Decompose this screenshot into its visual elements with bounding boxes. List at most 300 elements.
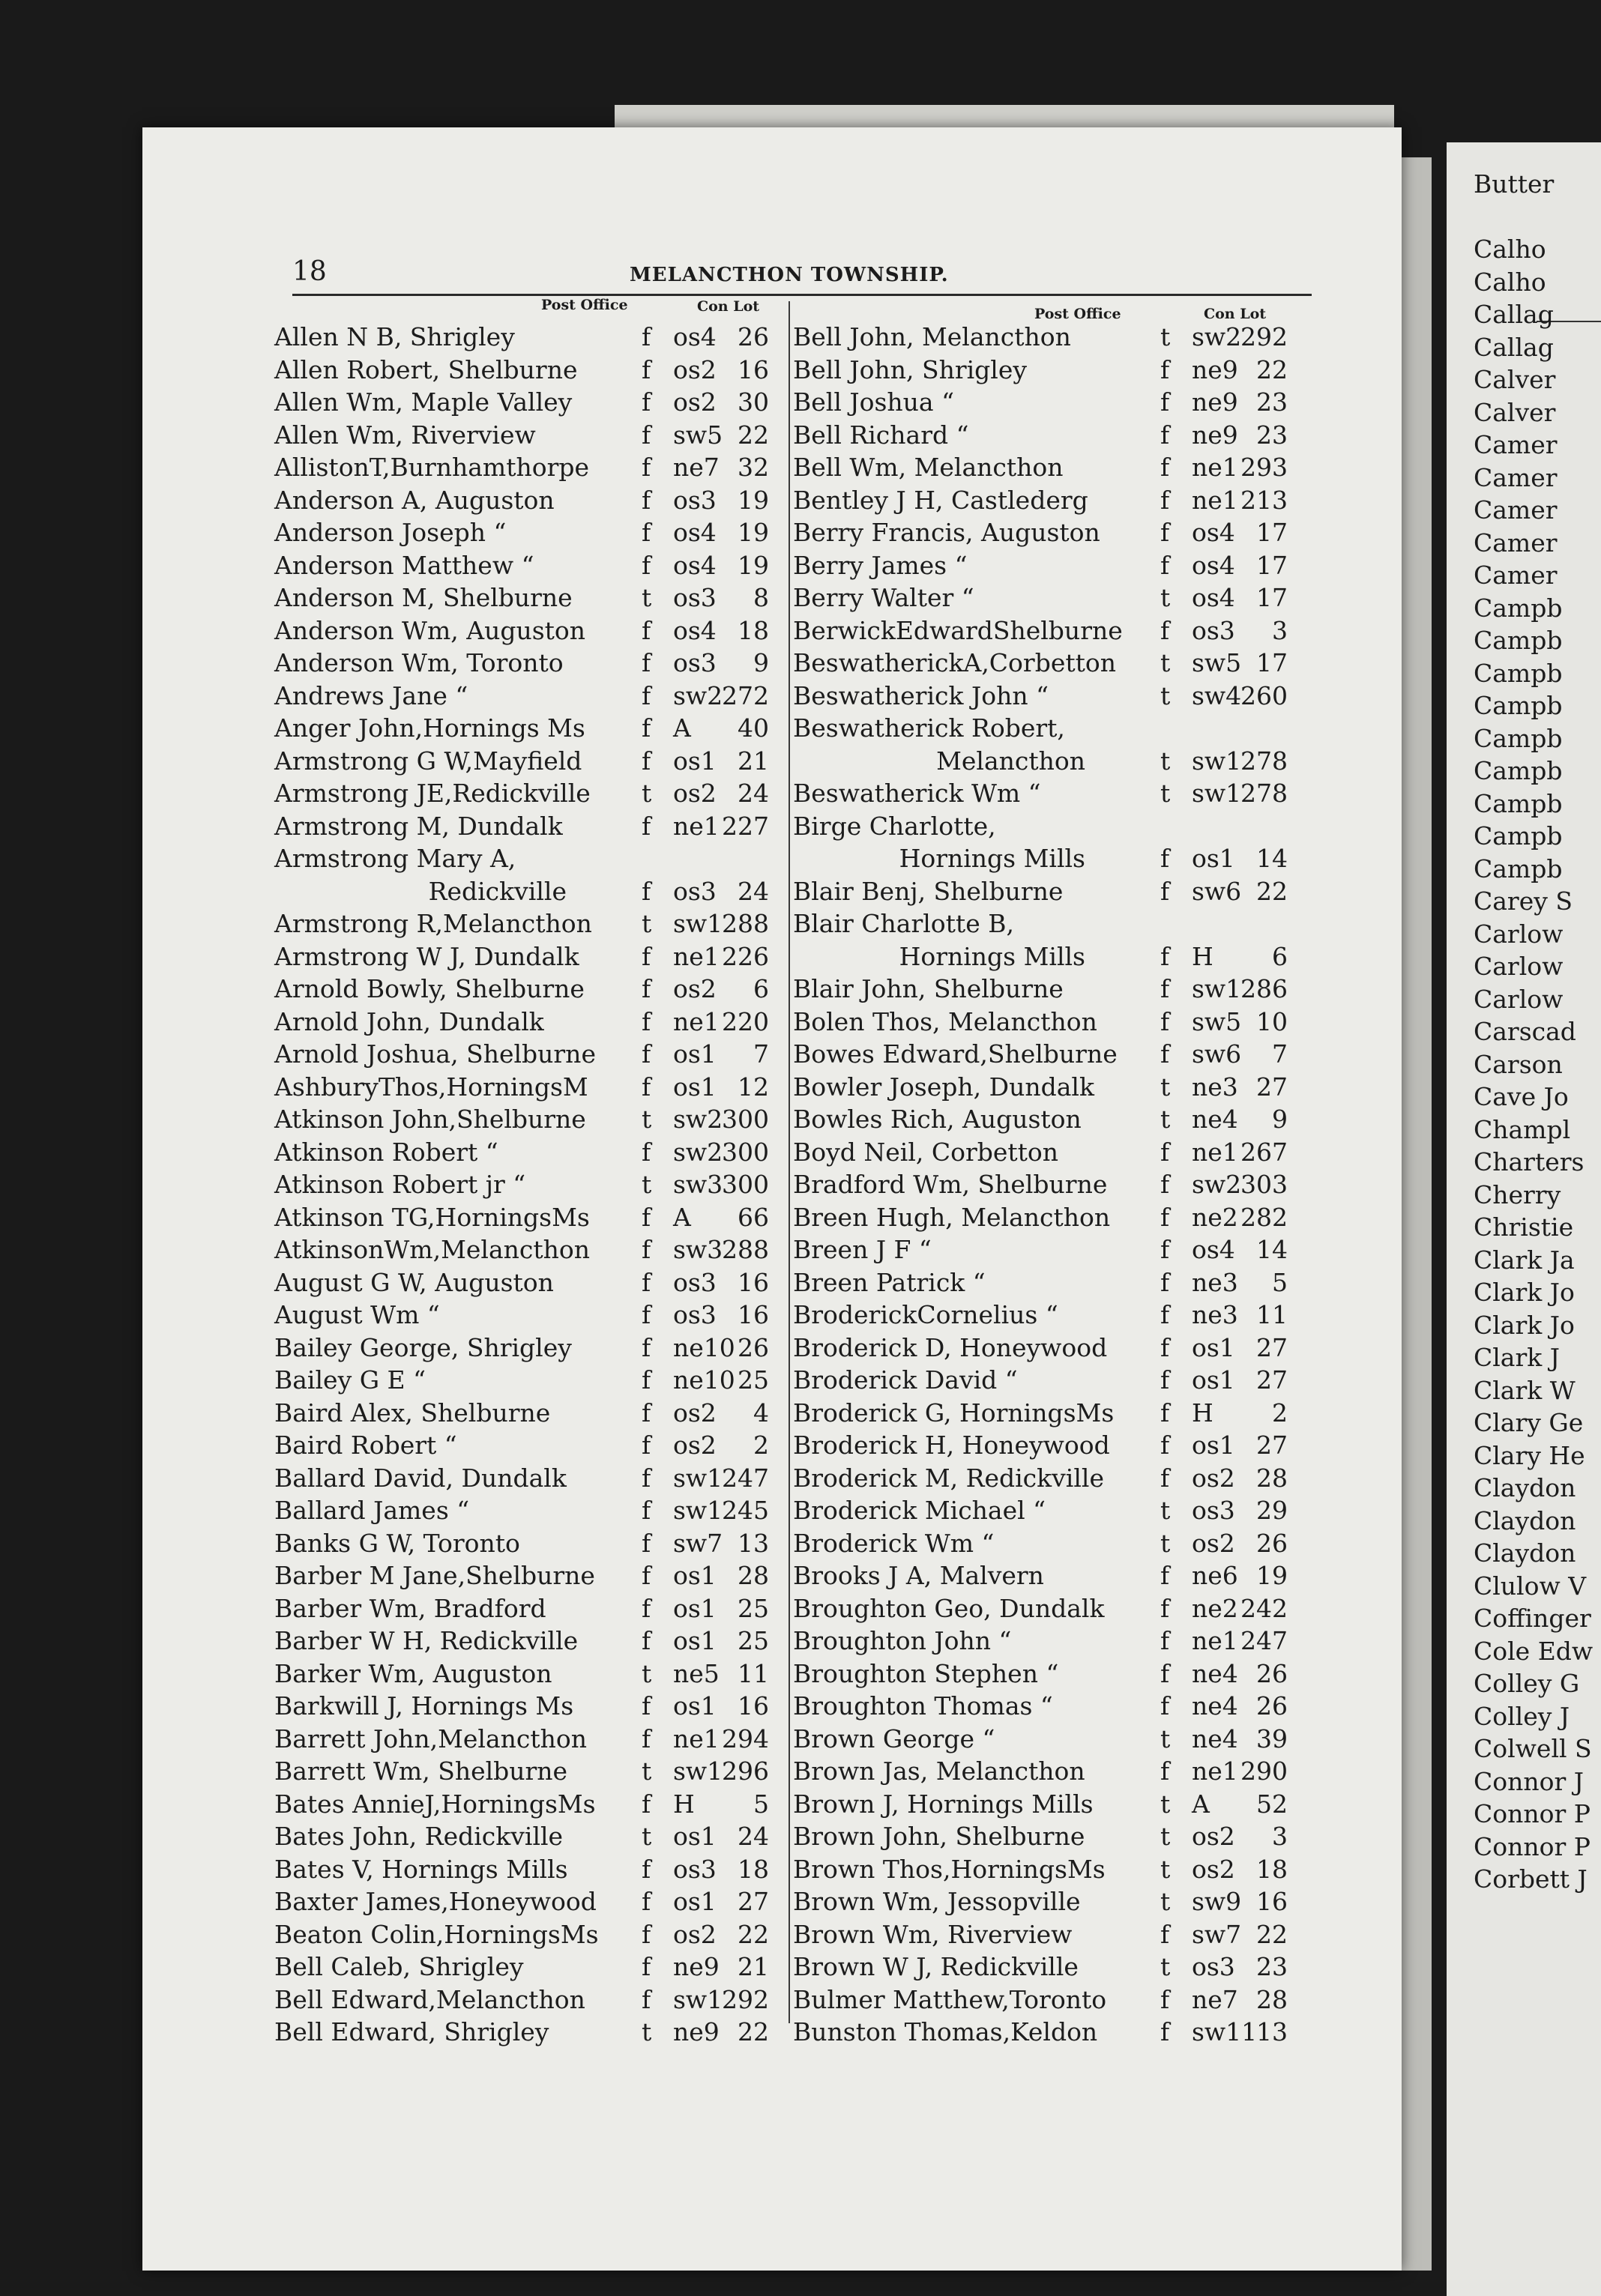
entry-con: sw1	[1192, 779, 1242, 808]
directory-entry	[274, 1006, 777, 1039]
entry-name: Bowles Rich, Auguston	[793, 1105, 1082, 1134]
header-rule	[292, 294, 1312, 296]
entry-lot: 22	[1256, 354, 1288, 384]
directory-entry	[274, 647, 777, 680]
entry-name: Bates V, Hornings Mills	[274, 1854, 568, 1884]
entry-name: Broughton Thomas “	[793, 1691, 1053, 1721]
entry-lot: 282	[1240, 1202, 1288, 1232]
directory-entry	[793, 907, 1295, 973]
entry-code: f	[642, 1496, 651, 1525]
entry-lot: 245	[722, 1496, 769, 1525]
entry-con: ne7	[673, 453, 720, 482]
entry-code: f	[642, 1691, 651, 1721]
entry-code: f	[642, 1365, 651, 1395]
entry-lot: 14	[1256, 1235, 1288, 1264]
entry-name: Brown Wm, Jessopville	[793, 1887, 1081, 1916]
entry-lot: 7	[753, 1039, 769, 1069]
entry-name: AllistonT,Burnhamthorpe	[274, 453, 590, 482]
directory-entry	[274, 1071, 777, 1104]
entry-code: f	[1160, 1658, 1170, 1688]
entry-con: ne3	[1192, 1072, 1238, 1102]
facing-line: Cole Edw	[1474, 1636, 1594, 1666]
directory-entry	[274, 1527, 777, 1560]
entry-name: Broughton Geo, Dundalk	[793, 1593, 1105, 1623]
entry-code: t	[1160, 1952, 1171, 1981]
directory-entry	[793, 1103, 1295, 1136]
entry-con: sw5	[1192, 648, 1242, 677]
directory-entry	[274, 1299, 777, 1332]
entry-code: f	[1160, 387, 1170, 417]
entry-lot: 26	[1256, 1658, 1288, 1688]
entry-name: Armstrong R,Melancthon	[274, 909, 592, 938]
entry-con: os2	[673, 974, 717, 1003]
entry-name: Allen Wm, Riverview	[274, 420, 536, 450]
entry-name: Breen Hugh, Melancthon	[793, 1202, 1111, 1232]
entry-lot: 247	[1240, 1626, 1288, 1655]
facing-line: Cherry	[1474, 1179, 1561, 1209]
entry-con: sw3	[673, 1235, 723, 1264]
entry-code: t	[642, 1756, 652, 1786]
directory-entry	[793, 1918, 1295, 1951]
entry-lot: 27	[1256, 1431, 1288, 1460]
entry-con: os1	[673, 746, 717, 776]
facing-line: Connor P	[1474, 1831, 1591, 1861]
facing-line: Calver	[1474, 397, 1556, 427]
entry-code: t	[1160, 680, 1171, 710]
directory-entry	[274, 321, 777, 354]
directory-entry	[274, 680, 777, 713]
entry-name: Bell Edward, Shrigley	[274, 2017, 549, 2046]
entry-name: Barber Wm, Bradford	[274, 1593, 546, 1623]
entry-con: os4	[1192, 583, 1235, 612]
entry-code: t	[1160, 648, 1171, 677]
directory-entry	[274, 549, 777, 582]
facing-line: Connor P	[1474, 1799, 1591, 1828]
entry-con: os2	[673, 387, 717, 417]
entry-lot: 25	[738, 1593, 769, 1623]
entry-lot: 17	[1256, 550, 1288, 580]
entry-con: ne1	[673, 1006, 720, 1036]
directory-entry	[793, 1136, 1295, 1169]
entry-lot: 16	[1256, 1887, 1288, 1916]
facing-line: Clark W	[1474, 1375, 1576, 1405]
entry-con: os2	[673, 1398, 717, 1428]
directory-entry	[274, 516, 777, 549]
entry-name: Anderson Wm, Auguston	[274, 615, 586, 645]
directory-entry	[274, 1690, 777, 1723]
entry-code: t	[642, 909, 652, 938]
entry-lot: 21	[738, 1952, 769, 1981]
facing-line: Claydon	[1474, 1473, 1576, 1502]
entry-name: Brown Jas, Melancthon	[793, 1756, 1085, 1786]
entry-code: f	[642, 1039, 651, 1069]
directory-entry	[274, 451, 777, 484]
entry-name: Broughton Stephen “	[793, 1658, 1059, 1688]
entry-code: f	[1160, 1235, 1170, 1264]
entry-name: BerwickEdwardShelburne	[793, 615, 1123, 645]
entry-code: t	[642, 779, 652, 808]
entry-code: t	[1160, 1528, 1171, 1558]
directory-entry	[793, 321, 1295, 354]
entry-name: Bell John, Shrigley	[793, 354, 1028, 384]
entry-lot: 2	[1272, 1398, 1288, 1428]
entry-code: f	[1160, 518, 1170, 547]
facing-line: Clark Ja	[1474, 1245, 1575, 1275]
directory-entry	[274, 1723, 777, 1756]
entry-lot: 18	[738, 615, 769, 645]
directory-entry	[274, 1755, 777, 1788]
entry-con: ne1	[673, 941, 720, 971]
entry-name: Bell Richard “	[793, 420, 969, 450]
entry-code: f	[642, 1267, 651, 1297]
entry-con: os1	[673, 1593, 717, 1623]
entry-lot: 4	[753, 1398, 769, 1428]
entry-lot: 16	[738, 1300, 769, 1329]
entry-code: f	[1160, 1984, 1170, 2014]
directory-entry	[274, 940, 777, 973]
entry-code: f	[1160, 1202, 1170, 1232]
entry-lot: 26	[1256, 1691, 1288, 1721]
entry-con: ne5	[673, 1658, 720, 1688]
entry-code: f	[642, 1235, 651, 1264]
entry-name: Barrett Wm, Shelburne	[274, 1756, 568, 1786]
entry-lot: 26	[738, 1332, 769, 1362]
entry-post-office: Melancthon	[936, 746, 1085, 776]
entry-name: Anger John,Hornings Ms	[274, 713, 585, 743]
entry-con: os3	[673, 876, 717, 906]
entry-lot: 24	[738, 876, 769, 906]
directory-entry	[793, 2016, 1295, 2049]
entry-con: ne1	[673, 811, 720, 841]
facing-line: Clulow V	[1474, 1571, 1587, 1601]
directory-entry	[274, 1103, 777, 1136]
entry-con: os1	[1192, 1332, 1235, 1362]
entry-con: os4	[673, 615, 717, 645]
entry-code: f	[1160, 941, 1170, 971]
entry-code: t	[1160, 1496, 1171, 1525]
entry-code: f	[1160, 550, 1170, 580]
entry-con: os3	[673, 1300, 717, 1329]
entry-lot: 296	[722, 1756, 769, 1786]
entry-code: f	[642, 941, 651, 971]
entry-con: sw7	[673, 1528, 723, 1558]
entry-code: f	[1160, 485, 1170, 515]
entry-con: sw6	[1192, 876, 1242, 906]
directory-entry	[274, 907, 777, 940]
entry-name: Bunston Thomas,Keldon	[793, 2017, 1098, 2046]
entry-con: ne7	[1192, 1984, 1238, 2014]
facing-line: Campb	[1474, 723, 1563, 753]
entry-con: ne6	[1192, 1561, 1238, 1590]
entry-name: Armstrong Mary A,	[274, 844, 516, 873]
directory-entry	[274, 1885, 777, 1918]
entry-code: t	[642, 1105, 652, 1134]
entry-code: f	[642, 420, 651, 450]
entry-con: os4	[673, 550, 717, 580]
entry-name: AtkinsonWm,Melancthon	[274, 1235, 590, 1264]
entry-con: os1	[1192, 1431, 1235, 1460]
entry-con: ne2	[1192, 1593, 1238, 1623]
entry-code: f	[1160, 2017, 1170, 2046]
directory-entry	[793, 1332, 1295, 1365]
entry-con: os1	[1192, 844, 1235, 873]
entry-lot: 25	[738, 1626, 769, 1655]
entry-con: os3	[673, 1267, 717, 1297]
entry-name: August Wm “	[274, 1300, 440, 1329]
entry-con: os1	[673, 1822, 717, 1851]
entry-name: Bulmer Matthew,Toronto	[793, 1984, 1107, 2014]
directory-entry	[274, 419, 777, 452]
left-col-header-post-office: Post Office	[541, 297, 628, 313]
entry-lot: 11	[1256, 1300, 1288, 1329]
entry-name: Berry Francis, Auguston	[793, 518, 1100, 547]
entry-lot: 300	[722, 1170, 769, 1199]
entry-lot: 17	[1256, 648, 1288, 677]
entry-name: Allen Wm, Maple Valley	[274, 387, 573, 417]
entry-name: Brown John, Shelburne	[793, 1822, 1085, 1851]
facing-line: Camer	[1474, 430, 1558, 459]
directory-entry	[793, 680, 1295, 713]
directory-entry	[274, 1951, 777, 1984]
entry-code: f	[642, 1952, 651, 1981]
directory-entry	[274, 1820, 777, 1853]
entry-name: Bradford Wm, Shelburne	[793, 1170, 1108, 1199]
entry-name: Barker Wm, Auguston	[274, 1658, 552, 1688]
left-col-header-con-lot: Con Lot	[697, 298, 760, 315]
entry-lot: 28	[738, 1561, 769, 1590]
entry-con: sw5	[1192, 1006, 1242, 1036]
entry-con: os1	[673, 1691, 717, 1721]
entry-lot: 66	[738, 1202, 769, 1232]
entry-lot: 226	[722, 941, 769, 971]
left-column	[274, 321, 777, 2049]
entry-con: sw1	[673, 1463, 723, 1493]
entry-code: f	[642, 1332, 651, 1362]
facing-line: Carey S	[1474, 886, 1573, 916]
entry-name: Blair Benj, Shelburne	[793, 876, 1064, 906]
directory-entry	[274, 1364, 777, 1397]
entry-code: t	[1160, 1789, 1171, 1819]
entry-name: August G W, Auguston	[274, 1267, 554, 1297]
entry-lot: 9	[753, 648, 769, 677]
entry-con: sw1	[673, 1756, 723, 1786]
entry-con: os1	[673, 1561, 717, 1590]
entry-con: os2	[673, 354, 717, 384]
directory-entry	[274, 1332, 777, 1365]
entry-lot: 22	[738, 2017, 769, 2046]
entry-name: Arnold Bowly, Shelburne	[274, 974, 585, 1003]
entry-lot: 2	[753, 1431, 769, 1460]
right-col-header-post-office: Post Office	[1034, 306, 1121, 322]
entry-code: f	[1160, 1593, 1170, 1623]
directory-entry	[793, 1266, 1295, 1299]
entry-name: Bailey George, Shrigley	[274, 1332, 572, 1362]
directory-entry	[274, 1559, 777, 1592]
entry-con: os3	[673, 648, 717, 677]
entry-lot: 21	[738, 746, 769, 776]
facing-line: Colley G	[1474, 1669, 1580, 1698]
facing-line: Carlow	[1474, 919, 1564, 949]
entry-lot: 27	[1256, 1332, 1288, 1362]
entry-lot: 300	[722, 1137, 769, 1167]
directory-entry	[793, 1820, 1295, 1853]
entry-name: Ballard James “	[274, 1496, 470, 1525]
directory-entry	[274, 1984, 777, 2016]
entry-name: Brown Wm, Riverview	[793, 1919, 1073, 1949]
entry-lot: 30	[738, 387, 769, 417]
entry-con: os3	[1192, 615, 1235, 645]
entry-code: f	[642, 387, 651, 417]
entry-con: os3	[673, 485, 717, 515]
entry-con: sw3	[673, 1170, 723, 1199]
directory-entry	[793, 1723, 1295, 1756]
facing-line: Claydon	[1474, 1505, 1576, 1535]
entry-con: ne1	[1192, 1137, 1238, 1167]
facing-line	[1474, 201, 1593, 234]
directory-entry	[274, 614, 777, 647]
entry-name: Armstrong M, Dundalk	[274, 811, 563, 841]
entry-con: os4	[673, 518, 717, 547]
entry-post-office: Hornings Mills	[899, 941, 1085, 971]
facing-line: Campb	[1474, 788, 1563, 818]
directory-entry	[793, 516, 1295, 549]
entry-name: Bates John, Redickville	[274, 1822, 564, 1851]
directory-entry	[793, 614, 1295, 647]
entry-lot: 13	[1256, 2017, 1288, 2046]
entry-con: ne4	[1192, 1105, 1238, 1134]
facing-line: Charters	[1474, 1147, 1585, 1176]
facing-line: Coffinger	[1474, 1604, 1591, 1633]
facing-line: Clary Ge	[1474, 1408, 1584, 1437]
entry-lot: 39	[1256, 1723, 1288, 1753]
entry-con: A	[673, 1202, 691, 1232]
entry-code: f	[642, 518, 651, 547]
entry-name: Bowes Edward,Shelburne	[793, 1039, 1118, 1069]
entry-name: Bentley J H, Castlederg	[793, 485, 1088, 515]
entry-name: Broughton John “	[793, 1626, 1012, 1655]
facing-name-list	[1474, 168, 1593, 1896]
directory-entry	[793, 1071, 1295, 1104]
entry-con: sw2	[1192, 1170, 1242, 1199]
entry-name: Allen N B, Shrigley	[274, 322, 515, 351]
entry-lot: 6	[753, 974, 769, 1003]
entry-lot: 18	[1256, 1854, 1288, 1884]
entry-code: f	[642, 550, 651, 580]
directory-entry	[793, 810, 1295, 875]
entry-code: f	[642, 1919, 651, 1949]
entry-con: os4	[673, 322, 717, 351]
facing-line: Camer	[1474, 528, 1558, 558]
directory-entry	[274, 810, 777, 843]
entry-lot: 247	[722, 1463, 769, 1493]
entry-lot: 227	[722, 811, 769, 841]
entry-code: f	[1160, 1137, 1170, 1167]
entry-code: f	[1160, 1365, 1170, 1395]
facing-line: Clark J	[1474, 1343, 1560, 1372]
directory-entry	[274, 1397, 777, 1430]
entry-code: t	[1160, 1887, 1171, 1916]
entry-name: Beswatherick John “	[793, 680, 1049, 710]
directory-entry	[274, 484, 777, 517]
entry-lot: 19	[738, 485, 769, 515]
page-stack-edge	[1402, 157, 1432, 2271]
entry-code: f	[642, 322, 651, 351]
entry-code: f	[642, 1137, 651, 1167]
entry-code: f	[642, 1202, 651, 1232]
entry-lot: 292	[1240, 322, 1288, 351]
directory-entry	[793, 1788, 1295, 1821]
entry-con: sw4	[1192, 680, 1242, 710]
directory-entry	[274, 1038, 777, 1071]
directory-entry	[793, 1690, 1295, 1723]
facing-line: Carson	[1474, 1049, 1563, 1079]
entry-name: Broderick Michael “	[793, 1496, 1046, 1525]
entry-lot: 267	[1240, 1137, 1288, 1167]
entry-con: A	[673, 713, 691, 743]
directory-entry	[793, 1853, 1295, 1886]
entry-code: t	[1160, 1105, 1171, 1134]
directory-entry	[793, 1397, 1295, 1430]
directory-entry	[274, 1592, 777, 1625]
entry-lot: 242	[1240, 1593, 1288, 1623]
entry-code: f	[642, 1300, 651, 1329]
directory-entry	[793, 1168, 1295, 1201]
entry-lot: 22	[1256, 1919, 1288, 1949]
entry-name: Allen Robert, Shelburne	[274, 354, 578, 384]
entry-con: os1	[673, 1626, 717, 1655]
facing-line: Clary He	[1474, 1440, 1585, 1470]
entry-con: ne10	[673, 1365, 735, 1395]
entry-name: Baird Alex, Shelburne	[274, 1398, 551, 1428]
entry-name: Anderson M, Shelburne	[274, 583, 573, 612]
entry-name: Berry James “	[793, 550, 968, 580]
entry-lot: 16	[738, 1691, 769, 1721]
entry-code: f	[642, 1398, 651, 1428]
directory-entry	[793, 581, 1295, 614]
entry-name: Broderick D, Honeywood	[793, 1332, 1108, 1362]
directory-entry	[793, 386, 1295, 419]
entry-con: sw1	[1192, 974, 1242, 1003]
entry-code: t	[1160, 583, 1171, 612]
entry-code: f	[642, 974, 651, 1003]
entry-lot: 27	[1256, 1072, 1288, 1102]
entry-code: f	[1160, 1919, 1170, 1949]
entry-lot: 213	[1240, 485, 1288, 515]
facing-line: Campb	[1474, 691, 1563, 720]
directory-entry	[274, 581, 777, 614]
entry-con: sw1	[1192, 746, 1242, 776]
entry-code: f	[642, 680, 651, 710]
entry-con: ne9	[673, 2017, 720, 2046]
entry-code: t	[1160, 1723, 1171, 1753]
entry-name: Breen Patrick “	[793, 1267, 986, 1297]
entry-name: AshburyThos,HorningsM	[274, 1072, 588, 1102]
entry-name: Blair Charlotte B,	[793, 909, 1014, 938]
directory-entry	[793, 354, 1295, 387]
entry-code: f	[1160, 1626, 1170, 1655]
facing-line: Campb	[1474, 854, 1563, 883]
entry-name: Broderick Wm “	[793, 1528, 995, 1558]
entry-name: Barkwill J, Hornings Ms	[274, 1691, 574, 1721]
entry-lot: 11	[738, 1658, 769, 1688]
entry-name: Brown George “	[793, 1723, 995, 1753]
directory-entry	[274, 1233, 777, 1266]
entry-name: Atkinson John,Shelburne	[274, 1105, 586, 1134]
directory-entry	[793, 419, 1295, 452]
entry-lot: 25	[738, 1365, 769, 1395]
entry-code: f	[642, 485, 651, 515]
directory-entry	[793, 1951, 1295, 1984]
